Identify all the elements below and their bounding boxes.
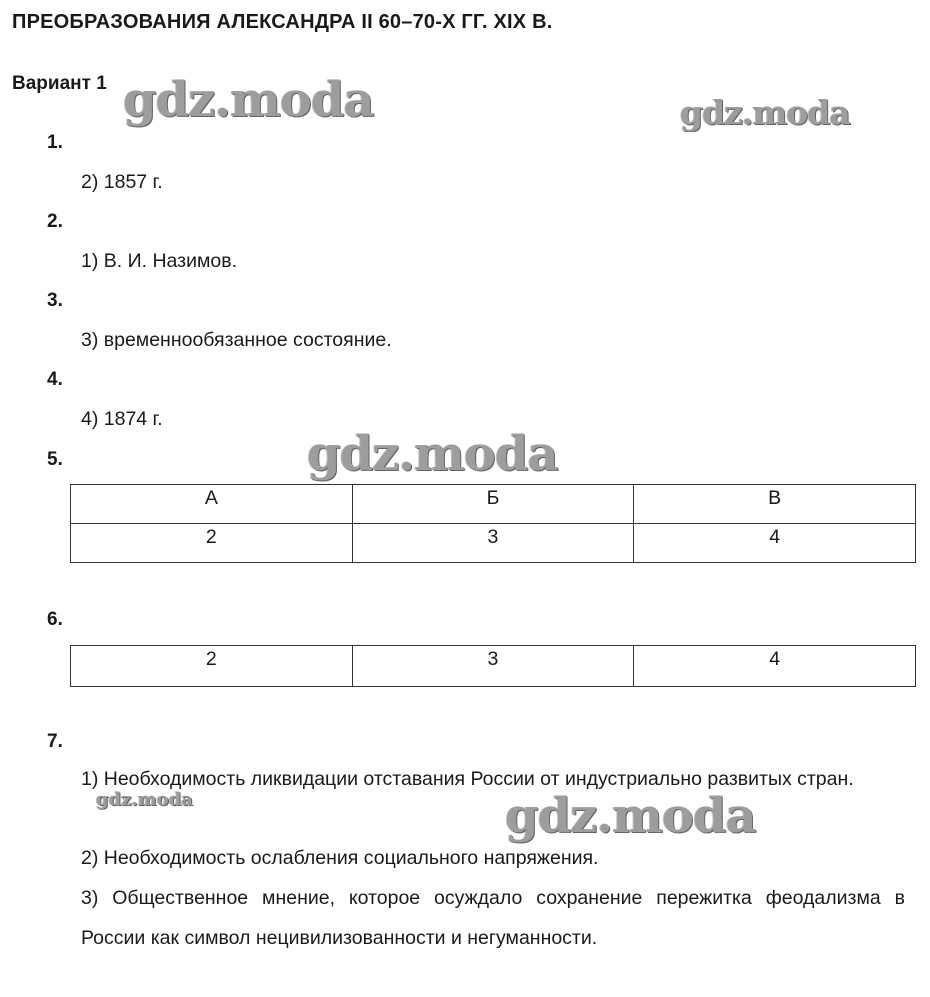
table-header-cell: Б	[352, 485, 634, 524]
variant-heading: Вариант 1	[12, 73, 107, 94]
watermark-logo: gdz.moda	[96, 789, 193, 810]
watermark-logo: gdz.moda	[123, 72, 374, 128]
question-6-number: 6.	[47, 609, 63, 630]
question-2-answer: 1) В. И. Назимов.	[81, 250, 238, 272]
table-cell: 2	[71, 524, 353, 563]
table-row	[71, 485, 916, 524]
table-cell: 3	[352, 524, 634, 563]
question-1-number: 1.	[47, 132, 63, 153]
table-cell: 4	[634, 646, 916, 687]
question-7-answer-3: 3) Общественное мнение, которое осуждало сохранение пережитка феодализма в России как символ нецивилизованности и негуманности.	[81, 887, 905, 949]
question-7-answer-1: 1) Необходимость ликвидации отставания России от индустриально развитых стран.	[81, 768, 854, 790]
question-5-table	[70, 484, 916, 563]
question-5-number: 5.	[47, 449, 63, 470]
table-cell: 3	[352, 646, 634, 687]
question-3-number: 3.	[47, 290, 63, 311]
question-7-answer-2: 2) Необходимость ослабления социального напряжения.	[81, 847, 599, 869]
table-header-cell: А	[71, 485, 353, 524]
question-1-answer: 2) 1857 г.	[81, 171, 163, 193]
question-4-number: 4.	[47, 369, 63, 390]
table-cell: 2	[71, 646, 353, 687]
watermark-logo: gdz.moda	[307, 426, 558, 482]
page-title: ПРЕОБРАЗОВАНИЯ АЛЕКСАНДРА II 60–70-Х ГГ. XIX В.	[12, 11, 553, 33]
question-4-answer: 4) 1874 г.	[81, 408, 163, 430]
question-3-answer: 3) временнообязанное состояние.	[81, 329, 392, 351]
table-header-cell: В	[634, 485, 916, 524]
watermark-logo: gdz.moda	[505, 788, 756, 844]
question-6-table	[70, 645, 916, 687]
watermark-logo: gdz.moda	[680, 93, 850, 132]
table-row	[71, 524, 916, 563]
table-row	[71, 646, 916, 687]
table-cell: 4	[634, 524, 916, 563]
question-7-number: 7.	[47, 731, 63, 752]
question-2-number: 2.	[47, 211, 63, 232]
